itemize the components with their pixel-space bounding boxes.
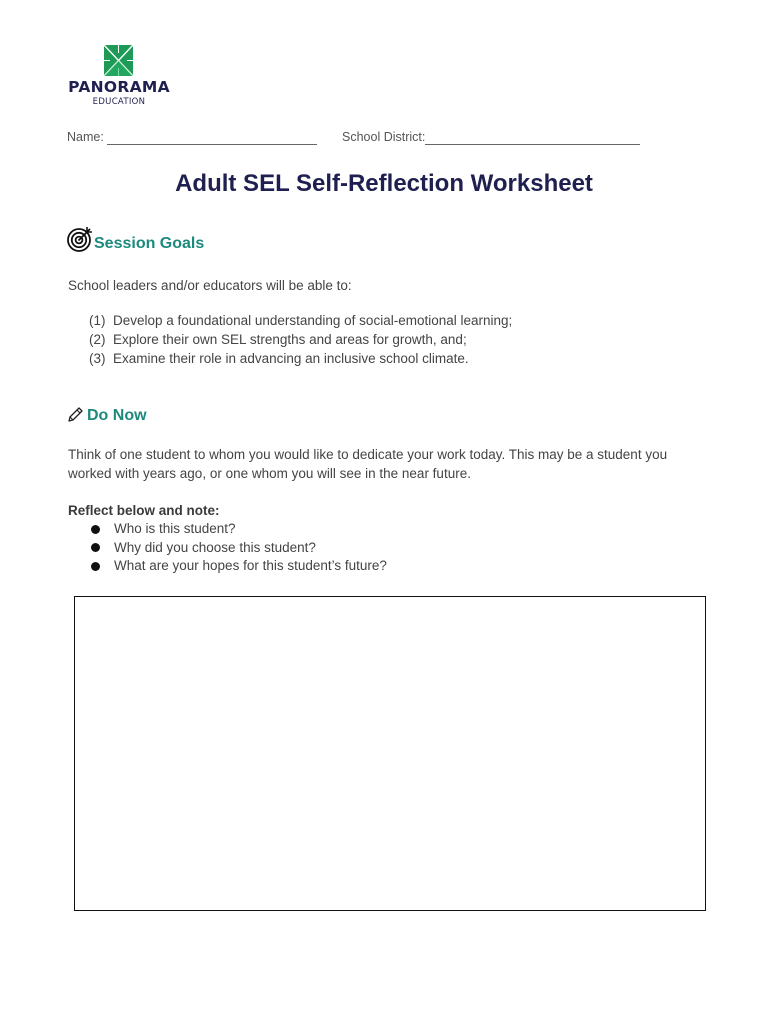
do-now-title: Do Now	[87, 407, 147, 424]
logo-wordmark: PANORAMA	[68, 78, 170, 96]
list-item-text: Why did you choose this student?	[114, 539, 316, 555]
reflect-bullet-list	[89, 520, 387, 576]
list-item-text: Develop a foundational understanding of social-emotional learning;	[113, 313, 513, 328]
reflect-label: Reflect below and note:	[68, 503, 220, 518]
list-item-text: Who is this student?	[114, 521, 236, 536]
list-item	[89, 330, 512, 349]
do-now-paragraph: Think of one student to whom you would like to dedicate your work today. This may be a student you worked with years ago, or one whom you will see in the near future.	[68, 447, 668, 481]
list-item	[89, 520, 387, 539]
reflection-answer-box[interactable]	[74, 596, 706, 911]
list-item-number: (2)	[89, 332, 106, 347]
school-district-label: School District:	[342, 130, 426, 144]
name-blank-line[interactable]	[107, 131, 317, 145]
list-item-text: What are your hopes for this student’s future?	[114, 558, 387, 573]
session-goals-heading	[67, 225, 204, 252]
bullet-icon	[91, 562, 100, 571]
page-title: Adult SEL Self-Reflection Worksheet	[175, 170, 593, 197]
do-now-heading	[67, 406, 147, 425]
session-goals-title: Session Goals	[94, 235, 205, 252]
panorama-logo-mark-icon	[104, 45, 133, 76]
list-item	[89, 311, 512, 330]
school-district-blank-line[interactable]	[425, 131, 640, 145]
list-item-text: Explore their own SEL strengths and areas for growth, and;	[113, 332, 467, 347]
session-goals-list	[89, 311, 512, 368]
list-item	[89, 539, 387, 558]
name-label: Name:	[67, 130, 104, 144]
list-item-number: (1)	[89, 313, 106, 328]
bullet-icon	[91, 543, 100, 552]
school-district-field[interactable]	[342, 129, 640, 145]
list-item-number: (3)	[89, 351, 106, 366]
panorama-logo	[67, 45, 171, 109]
list-item	[89, 349, 512, 368]
target-icon	[67, 225, 94, 252]
name-field[interactable]	[67, 129, 317, 145]
pencil-icon	[67, 406, 84, 423]
session-goals-intro: School leaders and/or educators will be able to:	[68, 278, 352, 293]
list-item	[89, 557, 387, 576]
logo-subtitle: EDUCATION	[92, 97, 146, 107]
list-item-text: Examine their role in advancing an inclusive school climate.	[113, 351, 469, 366]
bullet-icon	[91, 525, 100, 534]
